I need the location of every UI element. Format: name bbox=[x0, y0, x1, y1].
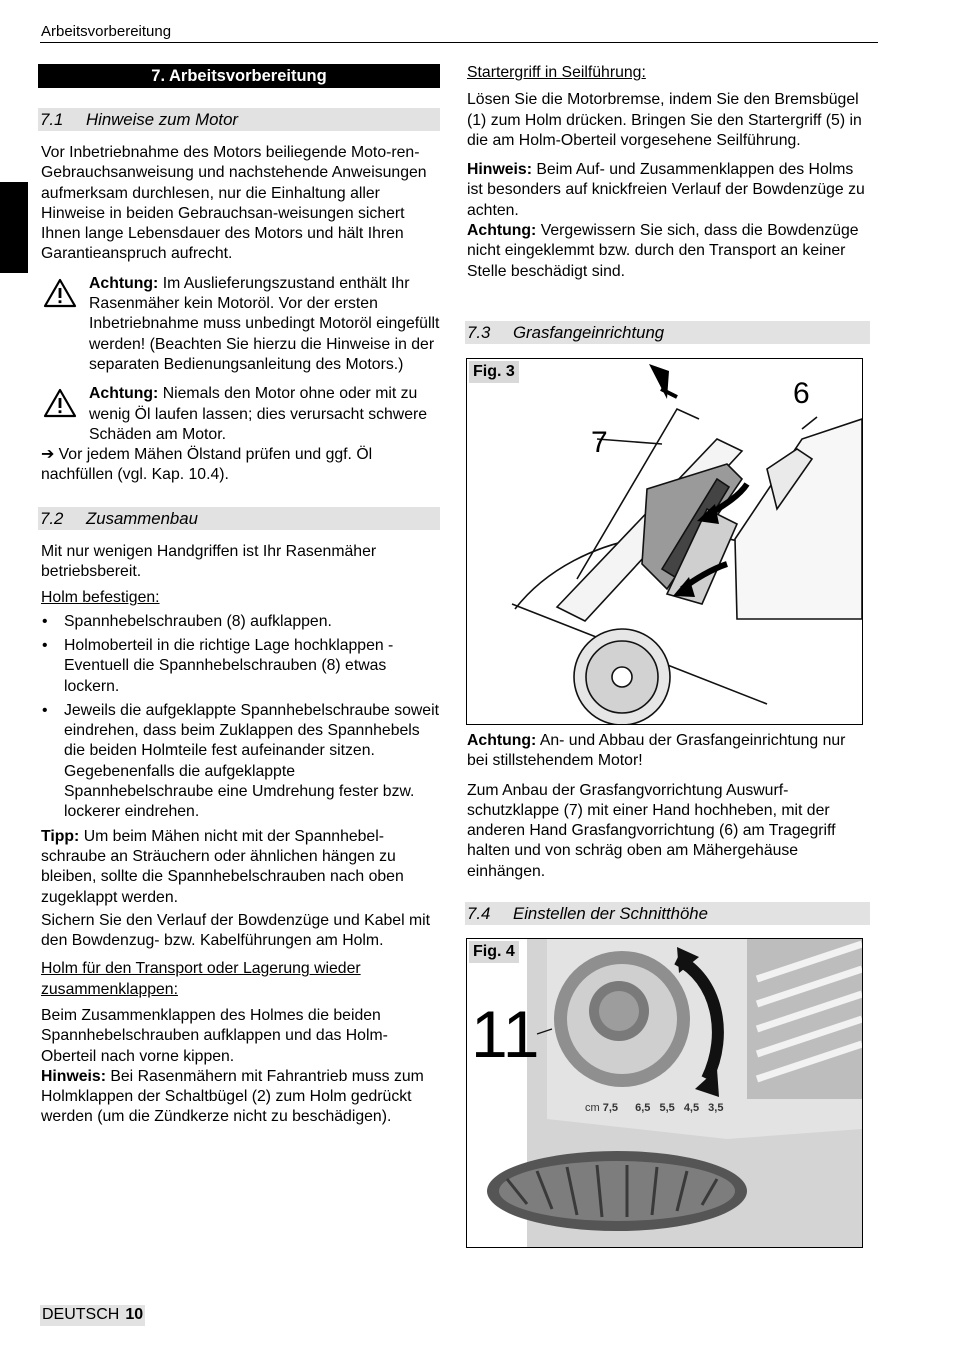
instruction-line bbox=[41, 445, 440, 486]
section-heading-7-1 bbox=[38, 108, 440, 131]
page-footer bbox=[40, 1305, 145, 1326]
callout-6: 6 bbox=[793, 377, 810, 410]
arrow-icon: ➔ bbox=[41, 446, 55, 464]
cutting-height-illustration bbox=[467, 939, 862, 1247]
footer-language: DEUTSCH bbox=[42, 1306, 120, 1323]
note-paragraph bbox=[467, 160, 870, 221]
language-tab-marker bbox=[0, 182, 28, 273]
tip-label: Tipp: bbox=[41, 827, 80, 845]
paragraph: Sichern Sie den Verlauf der Bowdenzüge und Kabel mit den Bowdenzug- bzw. Kabelführungen am Holm. bbox=[41, 911, 431, 950]
right-column bbox=[467, 63, 870, 303]
section-title: Einstellen der Schnitthöhe bbox=[513, 904, 708, 923]
section-title: Hinweise zum Motor bbox=[86, 110, 239, 129]
warning-triangle-icon bbox=[43, 278, 77, 308]
tip-text: Um beim Mähen nicht mit der Spannhebel-schraube an Sträuchern oder ähnlichen hängen zu bleiben, sollte die Spannhebelschrauben nach oben zugeklappt werden. bbox=[41, 827, 404, 906]
caution-text: An- und Abbau der Grasfangeinrichtung nur bei stillstehendem Motor! bbox=[467, 732, 846, 770]
warning-text: Im Auslieferungszustand enthält Ihr Rasenmäher kein Motoröl. Vor der ersten Inbetriebnahme muss unbedingt Motoröl eingefüllt werden! (Beachten Sie hierzu die Hinweise in der separaten Bedienungsanleitung des Motors.) bbox=[89, 274, 440, 373]
chapter-title: 7. Arbeitsvorbereitung bbox=[38, 64, 440, 88]
bullet-list bbox=[41, 612, 440, 823]
caution-paragraph bbox=[467, 731, 870, 772]
note-text: Bei Rasenmähern mit Fahrantrieb muss zum Holmklappen der Schaltbügel (2) zum Holm gedrückt werden (um die Zündkerze nicht zu beschädigen). bbox=[41, 1067, 424, 1126]
callout-7: 7 bbox=[591, 426, 608, 459]
caution-paragraph bbox=[467, 221, 870, 282]
section-number: 7.1 bbox=[40, 110, 64, 129]
paragraph: Lösen Sie die Motorbremse, indem Sie den Bremsbügel (1) zum Holm drücken. Bringen Sie den Startergriff (5) in die am Holm-Oberteil vorgesehene Seilführung. bbox=[467, 91, 862, 149]
section-heading-7-4 bbox=[465, 902, 870, 925]
tip-paragraph bbox=[41, 827, 440, 908]
list-item: • Jeweils die aufgeklappte Spannhebelschraube soweit eindrehen, dass beim Zuklappen des Spannhebels die beiden Holmteile fest aufeinander sitzen. Gegebenenfalls die aufgeklappte Spannhebelschraube eine Umdrehung fester bzw. lockerer eindrehen. bbox=[41, 701, 440, 823]
caution-label: Achtung: bbox=[467, 222, 537, 240]
paragraph: Vor Inbetriebnahme des Motors beiliegende Moto-ren-Gebrauchsanweisung und nachstehende Anweisungen aufmerksam durchlesen, nur die Einhaltung aller Hinweise in beiden Gebrauchsan-weisungen sichert Ihnen lange Lebensdauer des Motors und hält Ihren Garantieanspruch aufrecht. bbox=[41, 144, 427, 263]
scale-value: 7,5 bbox=[602, 1102, 619, 1114]
section-title: Zusammenbau bbox=[86, 508, 198, 528]
list-item: • Spannhebelschrauben (8) aufklappen. bbox=[41, 612, 440, 632]
note-text: Beim Auf- und Zusammenklappen des Holms ist besonders auf knickfreien Verlauf der Bowdenzüge zu achten. bbox=[467, 161, 865, 219]
right-column-lower bbox=[467, 731, 870, 888]
note-paragraph bbox=[41, 1067, 440, 1128]
caution-label: Achtung: bbox=[467, 732, 537, 749]
note-label: Hinweis: bbox=[41, 1067, 106, 1085]
warning-triangle-icon bbox=[43, 388, 77, 418]
grass-catcher-illustration bbox=[467, 359, 862, 724]
caution-text: Vergewissern Sie sich, dass die Bowdenzüge nicht eingeklemmt bzw. durch den Transport an keiner Stelle beschädigt sind. bbox=[467, 222, 859, 280]
left-column bbox=[38, 64, 440, 1128]
height-scale bbox=[585, 1102, 723, 1114]
scale-value: 5,5 bbox=[659, 1102, 675, 1114]
running-header: Arbeitsvorbereitung bbox=[41, 23, 172, 40]
section-title: Grasfangeinrichtung bbox=[513, 323, 665, 342]
section-number: 7.4 bbox=[467, 904, 491, 923]
section-number: 7.2 bbox=[40, 508, 64, 528]
warning-label: Achtung: bbox=[89, 274, 159, 292]
list-item: • Holmoberteil in die richtige Lage hochklappen - Eventuell die Spannhebelschrauben (8) etwas lockern. bbox=[41, 636, 440, 697]
warning-block bbox=[41, 384, 440, 445]
section-number: 7.3 bbox=[467, 323, 491, 342]
instruction-text: Vor jedem Mähen Ölstand prüfen und ggf. Öl nachfüllen (vgl. Kap. 10.4). bbox=[41, 446, 373, 484]
note-label: Hinweis: bbox=[467, 161, 532, 179]
callout-11: 11 bbox=[471, 997, 540, 1071]
paragraph: Zum Anbau der Grasfangvorrichtung Auswurf-schutzklappe (7) mit einer Hand hochheben, mit der anderen Hand Grasfangvorrichtung (6) am Tragegriff halten und von schräg oben am Mähergehäuse einhängen. bbox=[467, 781, 836, 880]
scale-value: 3,5 bbox=[708, 1102, 724, 1114]
scale-value: 6,5 bbox=[635, 1102, 651, 1114]
scale-unit: cm bbox=[585, 1102, 600, 1114]
subheading-transport: Holm für den Transport oder Lagerung wieder zusammenklappen: bbox=[41, 960, 361, 998]
warning-label: Achtung: bbox=[89, 385, 159, 403]
page-number: 10 bbox=[125, 1306, 144, 1323]
figure-3 bbox=[466, 358, 863, 725]
section-heading-7-2 bbox=[38, 507, 440, 530]
warning-block bbox=[41, 274, 440, 375]
subheading-holm: Holm befestigen: bbox=[41, 589, 160, 607]
scale-value: 4,5 bbox=[683, 1102, 700, 1114]
section-heading-7-3 bbox=[465, 321, 870, 344]
subheading-starter: Startergriff in Seilführung: bbox=[467, 64, 646, 81]
figure-4 bbox=[466, 938, 863, 1248]
figure-label: Fig. 4 bbox=[469, 941, 519, 963]
figure-label: Fig. 3 bbox=[469, 361, 519, 383]
warning-text: Niemals den Motor ohne oder mit zu wenig Öl laufen lassen; dies verursacht schwere Schäden am Motor. bbox=[89, 385, 428, 443]
header-rule bbox=[40, 42, 878, 43]
paragraph: Beim Zusammenklappen des Holmes die beiden Spannhebelschrauben aufklappen und das Holm-Oberteil nach vorne kippen. bbox=[41, 1006, 388, 1065]
paragraph: Mit nur wenigen Handgriffen ist Ihr Rasenmäher betriebsbereit. bbox=[41, 542, 377, 581]
